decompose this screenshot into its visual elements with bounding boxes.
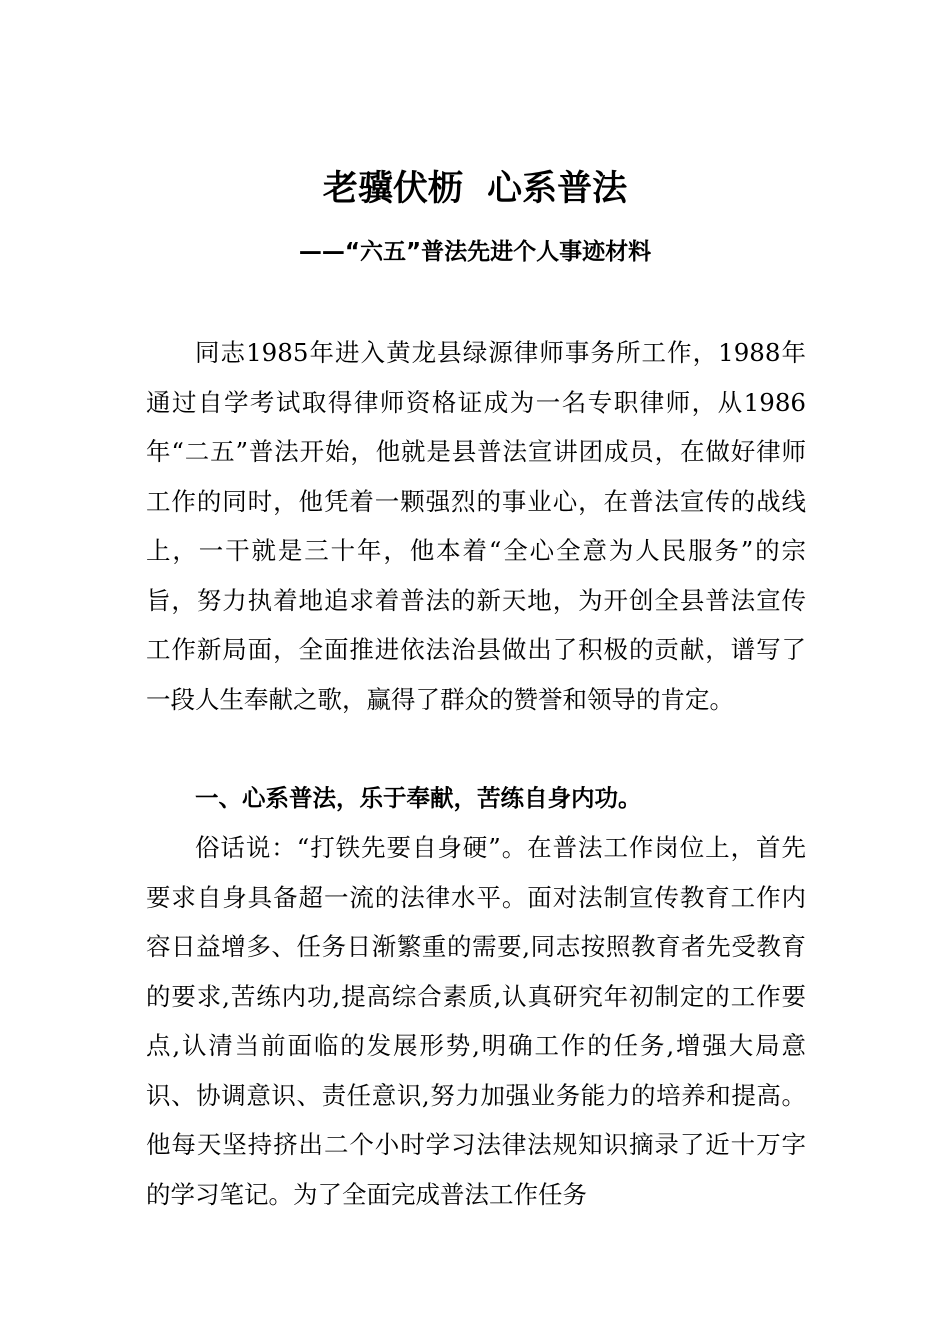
document-title: 老骥伏枥 心系普法 bbox=[322, 169, 628, 209]
section-heading-1: 一、心系普法，乐于奉献，苦练自身内功。 bbox=[195, 784, 642, 812]
body-paragraph-1: 同志1985年进入黄龙县绿源律师事务所工作，1988年通过自学考试取得律师资格证成为一名专职律师，从1986年“二五”普法开始，他就是县普法宣讲团成员，在做好律师工作的同时，他凭着一颗强烈的事业心，在普法宣传的战线上，一干就是三十年，他本着“全心全意为人民服务”的宗旨，努力执着地追求着普法的新天地，为开创全县普法宣传工作新局面，全面推进依法治县做出了积极的贡献，谱写了一段人生奉献之歌，赢得了群众的赞誉和领导的肯定。 bbox=[146, 338, 806, 714]
document-subtitle: ——“六五”普法先进个人事迹材料 bbox=[298, 239, 652, 265]
body-paragraph-2: 俗话说：“打铁先要自身硬”。在普法工作岗位上，首先要求自身具备超一流的法律水平。面对法制宣传教育工作内容日益增多、任务日渐繁重的需要,同志按照教育者先受教育的要求,苦练内功,提高综合素质,认真研究年初制定的工作要点,认清当前面临的发展形势,明确工作的任务,增强大局意识、协调意识、责任意识,努力加强业务能力的培养和提高。他每天坚持挤出二个小时学习法律法规知识摘录了近十万字的学习笔记。为了全面完成普法工作任务 bbox=[146, 833, 806, 1209]
